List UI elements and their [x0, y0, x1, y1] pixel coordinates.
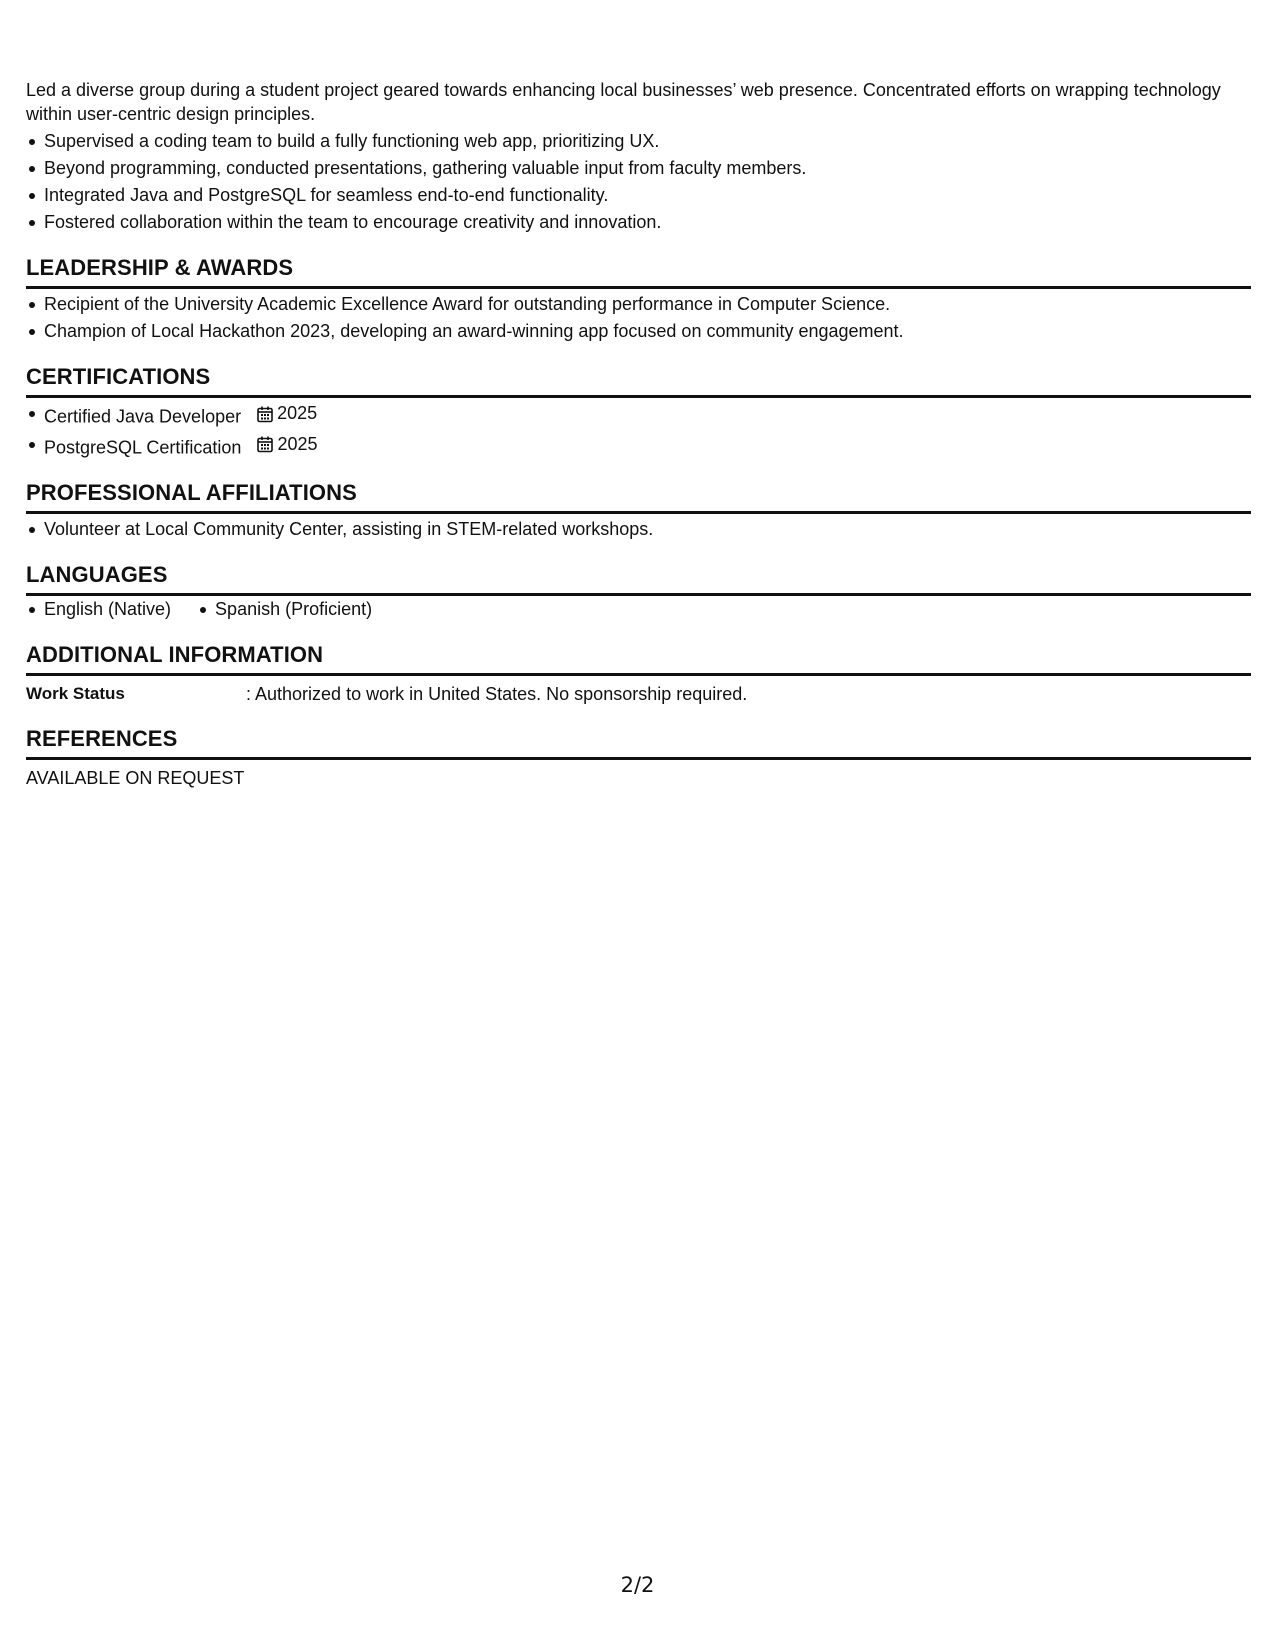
list-item: Supervised a coding team to build a fully functioning web app, prioritizing UX.: [44, 128, 1251, 155]
list-item: Integrated Java and PostgreSQL for seamless end-to-end functionality.: [44, 182, 1251, 209]
language-item: Spanish (Proficient): [215, 596, 372, 623]
resume-page: [26, 78, 1251, 791]
languages-list: [26, 596, 1251, 623]
section-title: LANGUAGES: [26, 561, 1251, 596]
calendar-icon: [256, 405, 274, 423]
leadership-list: [26, 291, 1251, 345]
list-item: Volunteer at Local Community Center, assisting in STEM-related workshops.: [44, 516, 1251, 543]
list-item: Beyond programming, conducted presentations, gathering valuable input from faculty members.: [44, 155, 1251, 182]
list-item: Champion of Local Hackathon 2023, developing an award-winning app focused on community engagement.: [44, 318, 1251, 345]
section-affiliations: [26, 479, 1251, 543]
list-item: [44, 400, 1251, 431]
certification-name: Certified Java Developer: [44, 406, 242, 427]
section-certifications: [26, 363, 1251, 461]
certification-year: 2025: [277, 433, 318, 454]
calendar-icon: [256, 435, 274, 453]
certification-name: PostgreSQL Certification: [44, 437, 242, 457]
project-bullets: [26, 128, 1251, 236]
work-status-label: Work Status: [26, 684, 125, 703]
certification-year: 2025: [277, 403, 318, 423]
certifications-list: [26, 400, 1251, 461]
section-references: [26, 725, 1251, 791]
page-number: 2/2: [620, 1573, 655, 1597]
section-title: LEADERSHIP & AWARDS: [26, 254, 1251, 289]
affiliations-list: [26, 516, 1251, 543]
list-item: Recipient of the University Academic Excellence Award for outstanding performance in Computer Science.: [44, 291, 1251, 318]
section-languages: [26, 561, 1251, 623]
certification-date: [256, 400, 317, 427]
section-leadership: [26, 254, 1251, 345]
work-status-row: [26, 681, 1251, 707]
list-item: Fostered collaboration within the team to encourage creativity and innovation.: [44, 209, 1251, 236]
section-title: CERTIFICATIONS: [26, 363, 1251, 398]
references-text: AVAILABLE ON REQUEST: [26, 768, 245, 788]
certification-date: [256, 431, 317, 458]
section-title: ADDITIONAL INFORMATION: [26, 641, 1251, 676]
section-title: REFERENCES: [26, 725, 1251, 760]
language-item: English (Native): [44, 596, 171, 623]
list-item: [44, 431, 1251, 462]
work-status-value: : Authorized to work in United States. No sponsorship required.: [246, 684, 748, 704]
section-title: PROFESSIONAL AFFILIATIONS: [26, 479, 1251, 514]
section-additional-information: [26, 641, 1251, 707]
project-intro: Led a diverse group during a student project geared towards enhancing local businesses’ web presence. Concentrated efforts on wrapping technology within user-centric design principles.: [26, 80, 1221, 124]
